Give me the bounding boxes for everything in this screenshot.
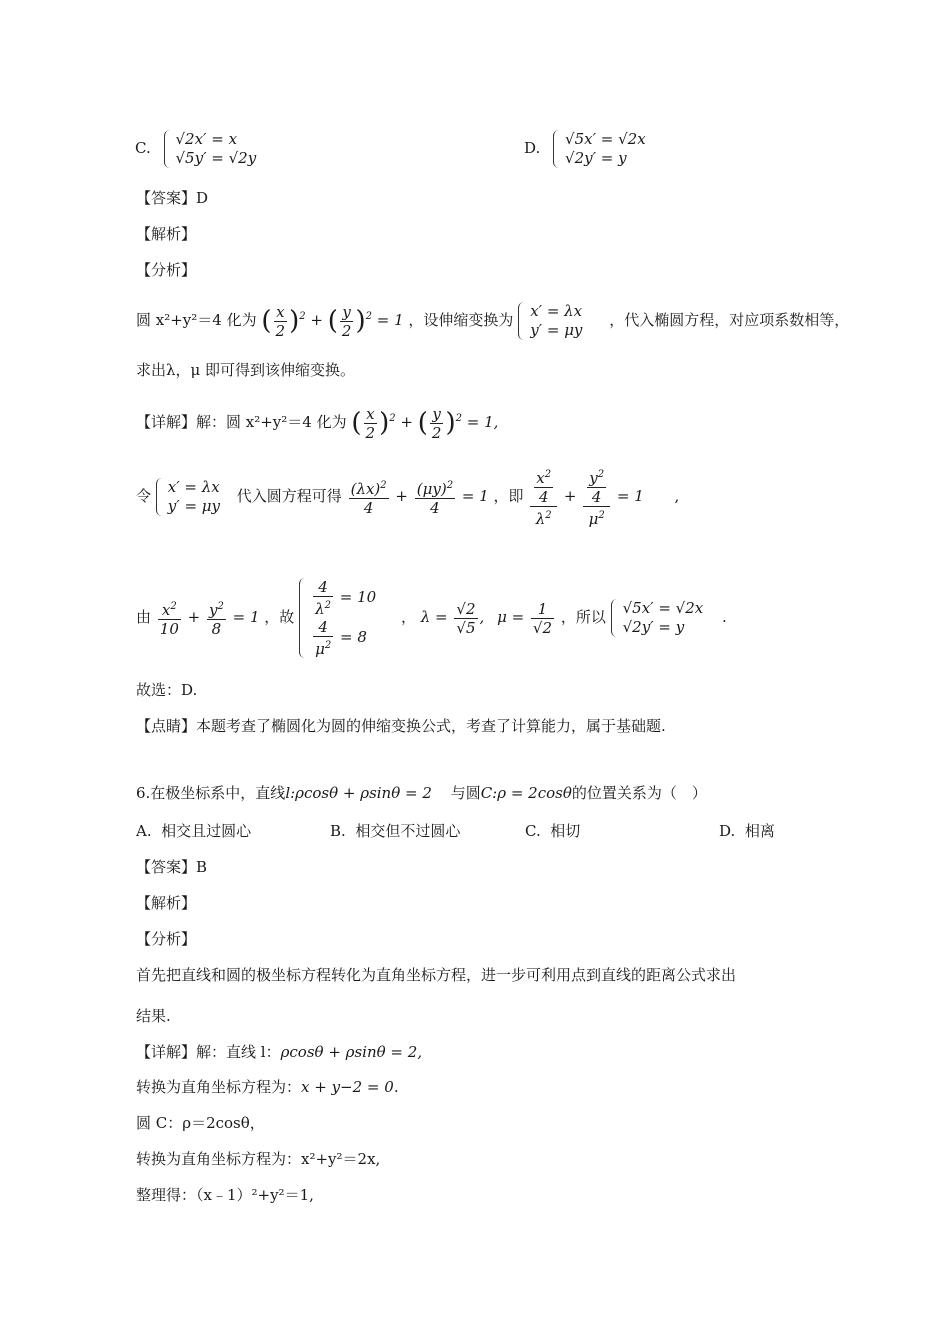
option-label: C.: [525, 822, 541, 840]
q6-fenxi-p2: 结果.: [136, 1007, 171, 1025]
option-c-system: [164, 130, 257, 168]
q6-option-d: [719, 821, 775, 841]
q5-detail-line2: [136, 456, 679, 536]
option-c-label: C.: [135, 139, 151, 157]
text: 由: [136, 608, 152, 626]
option-label: D.: [719, 822, 736, 840]
q5-choose: 故选：D.: [136, 681, 198, 699]
text: ，: [400, 608, 416, 626]
option-d: [524, 130, 646, 168]
q6-answer: 【答案】B: [136, 858, 208, 876]
sub-system: [156, 478, 220, 516]
q6-fenxi-p1: 首先把直线和圆的极坐标方程转化为直角坐标方程，进一步可利用点到直线的距离公式求出: [136, 966, 737, 984]
formula-compound: $\frac{\frac{x^2}{4}}{\lambda^2}$ + $\frac{\frac{y^2}{4}}{\mu^2}$ = 1: [528, 487, 643, 505]
formula-mu: μ = $\frac{1}{√2}$: [497, 599, 553, 637]
q6-detail-5: 整理得：（x﹣1）²+y²＝1,: [136, 1186, 314, 1204]
comma: ,: [674, 487, 680, 505]
text: ，所以: [560, 608, 606, 626]
q6-option-b: [330, 821, 460, 841]
text: 【详解】解：圆 x²+y²＝4 化为: [136, 413, 347, 431]
option-d-label: D.: [524, 139, 541, 157]
q5-dianjing: 【点睛】本题考查了椭圆化为圆的伸缩变换公式，考查了计算能力，属于基础题.: [136, 717, 666, 735]
q6-analysis-head: 【解析】: [136, 894, 197, 912]
q6-detail-2: [136, 1077, 399, 1097]
text: 与圆: [450, 784, 481, 802]
text: 令: [136, 487, 152, 505]
option-text: 相切: [550, 822, 581, 840]
transform-system: [518, 302, 582, 340]
formula-ellipse-std: $\frac{x^2}{10}$ + $\frac{y^2}{8}$ = 1: [156, 608, 260, 626]
text: ，设伸缩变换为: [408, 311, 514, 329]
q5-fenxi-line2: 求出λ，μ 即可得到该伸缩变换。: [136, 361, 356, 379]
formula-ellipse: ( $\frac{x}{2}$ )$^2$ + ( $\frac{y}{2}$ )$^2$ = 1: [261, 302, 404, 340]
line-eq: l:ρcosθ + ρsinθ = 2: [285, 784, 432, 802]
text: ，即: [493, 487, 524, 505]
formula: x + y−2 = 0.: [301, 1078, 399, 1096]
q5-detail-line1: [136, 400, 498, 442]
q6-option-c: [525, 821, 580, 841]
text: 【详解】解：直线 l：: [136, 1043, 281, 1061]
coef-system: $\frac{4}{\lambda^2}$ = 10 $\frac{4}{\mu^2}$ = 8: [299, 578, 376, 658]
q5-analysis-head: 【解析】: [136, 225, 197, 243]
sys-row: y′ = μy: [167, 497, 221, 515]
q6-stem: [136, 783, 707, 803]
text: 转换为直角坐标方程为：: [136, 1078, 302, 1096]
q5-fenxi-line1: [136, 298, 849, 340]
q6-fenxi-head: 【分析】: [136, 930, 197, 948]
sys-row: √5x′ = √2x: [622, 599, 704, 617]
option-text: 相交但不过圆心: [355, 822, 461, 840]
sys-row: x′ = λx: [530, 302, 583, 320]
option-label: B.: [330, 822, 346, 840]
formula-sub: $\frac{(\lambda x)^2}{4}$ + $\frac{(\mu y)^2}{4}$ = 1: [347, 487, 489, 505]
text: 代入圆方程可得: [236, 487, 342, 505]
q5-detail-line3: [136, 572, 727, 662]
option-label: A.: [136, 822, 152, 840]
option-d-eq2: √2y′ = y: [565, 149, 627, 167]
option-d-system: [553, 130, 646, 168]
option-text: 相离: [744, 822, 775, 840]
option-text: 相交且过圆心: [161, 822, 252, 840]
q6-option-a: [136, 821, 251, 841]
text: 6.在极坐标系中，直线: [136, 784, 286, 802]
formula: ρcosθ + ρsinθ = 2,: [280, 1043, 423, 1061]
sys-row: √2y′ = y: [622, 618, 685, 636]
sys-row: y′ = μy: [530, 321, 583, 339]
q5-answer: 【答案】D: [136, 189, 209, 207]
text: ，代入椭圆方程，对应项系数相等，: [609, 311, 850, 329]
q6-detail-4: 转换为直角坐标方程为：x²+y²＝2x,: [136, 1150, 381, 1168]
text: 圆 x²+y²＝4 化为: [136, 311, 257, 329]
formula-lambda: λ = $\frac{√2}{√5}$ ,: [420, 599, 485, 637]
period: .: [722, 608, 727, 626]
text: ，故: [264, 608, 295, 626]
option-c-eq2: √5y′ = √2y: [175, 149, 257, 167]
q6-detail-1: [136, 1042, 422, 1062]
text: 的位置关系为（ ）: [571, 784, 707, 802]
circle-eq: C:ρ = 2cosθ: [480, 784, 572, 802]
final-system: [611, 599, 704, 637]
q6-detail-3: 圆 C：ρ＝2cosθ，: [136, 1114, 265, 1132]
q5-fenxi-head: 【分析】: [136, 261, 197, 279]
option-c-eq1: √2x′ = x: [175, 130, 238, 148]
option-d-eq1: √5x′ = √2x: [565, 130, 646, 148]
option-c: [135, 130, 256, 168]
formula-ellipse-2: ( $\frac{x}{2}$ )$^2$ + ( $\frac{y}{2}$ )$^2$ = 1,: [351, 404, 499, 442]
sys-row: x′ = λx: [167, 478, 220, 496]
